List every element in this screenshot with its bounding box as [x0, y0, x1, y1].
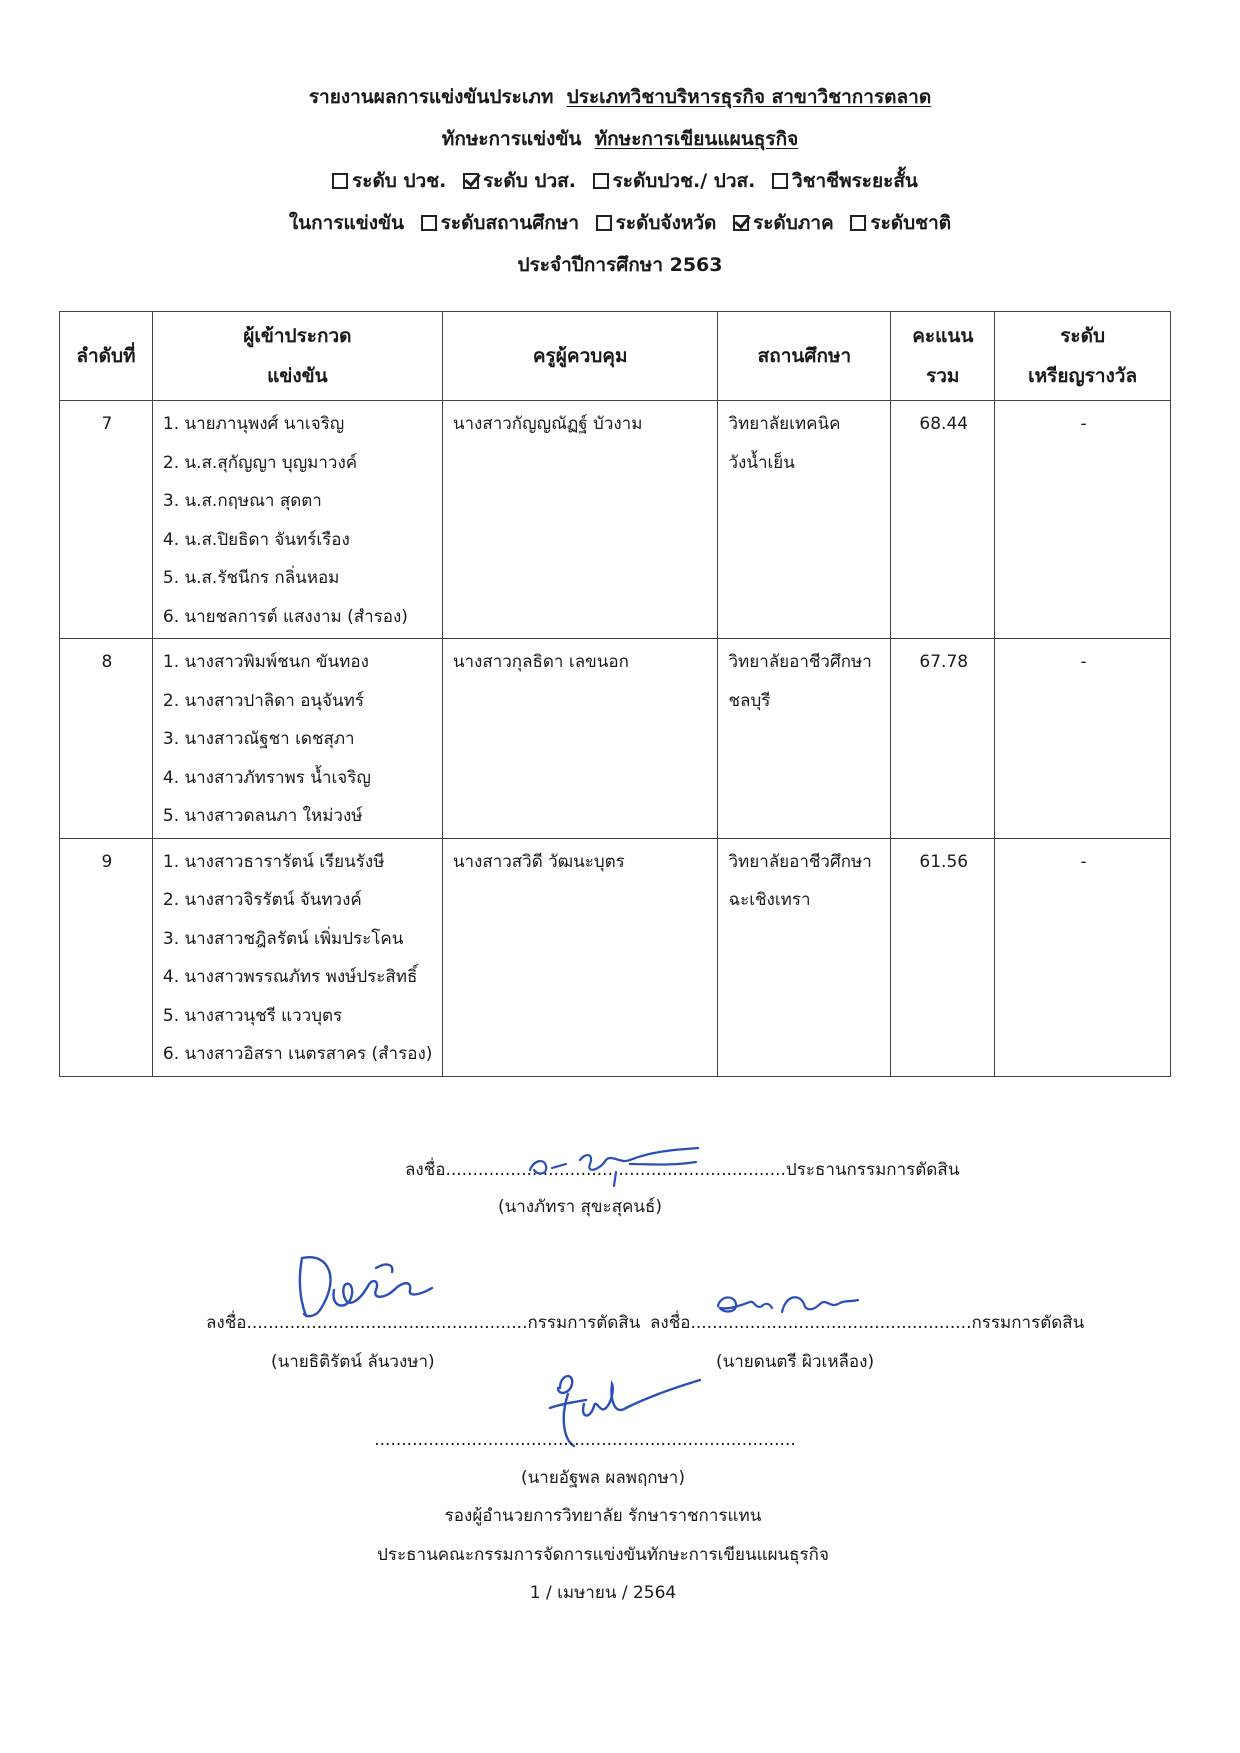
member-name: 3. นางสาวณัฐชา เดชสุภา [162, 729, 355, 749]
medal-level: - [995, 639, 1171, 839]
school-name [718, 639, 891, 839]
school-name-line1: วิทยาลัยเทคนิค [728, 414, 841, 434]
chair-name: (นางภัทรา สุขะสุคนธ์) [497, 1197, 663, 1217]
right-role: กรรมการตัดสิน [971, 1313, 1085, 1333]
header-score-line2: รวม [926, 365, 960, 387]
school-name-line2: ชลบุรี [728, 690, 771, 711]
member-list [152, 401, 442, 639]
total-score: 67.78 [891, 639, 995, 839]
level-label-3: วิชาชีพระยะสั้น [791, 170, 918, 192]
director-name: (นายอัฐพล ผลพฤกษา) [521, 1468, 685, 1488]
member-list [152, 639, 442, 839]
report-category: ประเภทวิชาบริหารธุรกิจ สาขาวิชาการตลาด [566, 86, 932, 108]
committee-chair-title: ประธานคณะกรรมการจัดการแข่งขันทักษะการเขียนแผนธุรกิจ [377, 1545, 829, 1565]
header-contestants-line2: แข่งขัน [267, 365, 328, 387]
row-number: 8 [60, 639, 153, 839]
skill-line [0, 126, 1240, 152]
member-name: 1. นางสาวพิมพ์ชนก ขันทอง [162, 652, 369, 672]
report-title [0, 84, 1240, 110]
chair-signature [520, 1130, 710, 1190]
chair-role: ประธานกรรมการตัดสิน [785, 1160, 960, 1180]
competition-level-options [0, 210, 1240, 236]
school-name-line2: วังน้ำเย็น [728, 452, 795, 473]
member-name: 2. น.ส.สุกัญญา บุญมาวงค์ [162, 452, 358, 473]
header-school: สถานศึกษา [718, 312, 891, 401]
right-signature [710, 1288, 870, 1328]
level-options [0, 168, 1240, 194]
member-list [152, 838, 442, 1076]
level-checkbox-3 [772, 173, 788, 189]
medal-level: - [995, 838, 1171, 1076]
member-name: 2. นางสาวปาลิดา อนุจันทร์ [162, 690, 364, 711]
sign-label: ลงชื่อ [206, 1313, 247, 1333]
results-table [59, 311, 1171, 1077]
academic-year: ประจำปีการศึกษา 2563 [517, 254, 723, 276]
member-name: 1. นายภานุพงศ์ นาเจริญ [162, 414, 345, 434]
skill-value: ทักษะการเขียนแผนธุรกิจ [594, 128, 799, 150]
signature-dots: .................................................... [246, 1313, 528, 1333]
school-name-line1: วิทยาลัยอาชีวศึกษา [728, 652, 872, 672]
header-score [891, 312, 995, 401]
header-contestants [152, 312, 442, 401]
level-checkbox-2 [593, 173, 609, 189]
director-title: รองผู้อำนวยการวิทยาลัย รักษาราชการแทน [444, 1506, 762, 1526]
level-label-1: ระดับ ปวส. [482, 170, 576, 192]
table-header-row [60, 312, 1171, 401]
total-score: 68.44 [891, 401, 995, 639]
table-row [60, 401, 1171, 639]
school-name [718, 838, 891, 1076]
total-score: 61.56 [891, 838, 995, 1076]
member-name: 2. นางสาวจิรรัตน์ จันทวงค์ [162, 890, 362, 910]
left-role: กรรมการตัดสิน [527, 1313, 641, 1333]
competition-checkbox-1 [596, 215, 612, 231]
header-score-line1: คะแนน [912, 325, 974, 347]
level-label-0: ระดับ ปวช. [352, 170, 447, 192]
level-label-2: ระดับปวช./ ปวส. [612, 170, 756, 192]
header-contestants-line1: ผู้เข้าประกวด [243, 325, 352, 347]
table-row [60, 639, 1171, 839]
competition-checkbox-3 [850, 215, 866, 231]
member-name: 4. น.ส.ปิยธิดา จันทร์เรือง [162, 529, 350, 550]
level-checkbox-0 [332, 173, 348, 189]
director-signature-dots: .............................................................................. [374, 1430, 796, 1450]
report-title-prefix: รายงานผลการแข่งขันประเภท [308, 86, 554, 108]
competition-label-2: ระดับภาค [753, 212, 834, 234]
member-name: 4. นางสาวภัทราพร น้ำเจริญ [162, 767, 371, 788]
member-name: 3. นางสาวชฎิลรัตน์ เพิ่มประโคน [162, 928, 404, 949]
header-no: ลำดับที่ [60, 312, 153, 401]
sign-label: ลงชื่อ [650, 1313, 691, 1333]
row-number: 9 [60, 838, 153, 1076]
left-signature [290, 1250, 470, 1330]
member-name: 5. น.ส.รัชนีกร กลิ่นหอม [162, 568, 340, 588]
competition-label-0: ระดับสถานศึกษา [440, 212, 579, 234]
row-number: 7 [60, 401, 153, 639]
member-name: 4. นางสาวพรรณภัทร พงษ์ประสิทธิ์ [162, 967, 418, 987]
sign-label: ลงชื่อ [405, 1160, 446, 1180]
header-medal-line1: ระดับ [1060, 325, 1106, 347]
skill-prefix: ทักษะการแข่งขัน [441, 128, 582, 150]
member-name: 3. น.ส.กฤษณา สุดตา [162, 491, 322, 511]
competition-checkbox-0 [421, 215, 437, 231]
competition-prefix: ในการแข่งขัน [288, 212, 405, 234]
school-name-line1: วิทยาลัยอาชีวศึกษา [728, 851, 872, 872]
school-name [718, 401, 891, 639]
signed-date: 1 / เมษายน / 2564 [529, 1583, 677, 1603]
competition-label-3: ระดับชาติ [870, 212, 952, 234]
header-advisor: ครูผู้ควบคุม [442, 312, 718, 401]
competition-label-1: ระดับจังหวัด [615, 212, 717, 234]
header-medal-line2: เหรียญรางวัล [1028, 365, 1138, 387]
right-signer-name: (นายดนตรี ผิวเหลือง) [716, 1352, 875, 1372]
left-signer-name: (นายธิติรัตน์ ลันวงษา) [271, 1352, 435, 1372]
member-name: 1. นางสาวธารารัตน์ เรียนรังษี [162, 851, 385, 872]
signature-dots: ............................................................... [445, 1160, 786, 1180]
level-checkbox-1 [463, 173, 479, 189]
header-medal [995, 312, 1171, 401]
member-name: 6. นางสาวอิสรา เนตรสาคร (สำรอง) [162, 1044, 433, 1064]
table-row [60, 838, 1171, 1076]
member-name: 6. นายชลการต์ แสงงาม (สำรอง) [162, 606, 408, 627]
school-name-line2: ฉะเชิงเทรา [728, 890, 811, 910]
advisor-name: นางสาวกุลธิดา เลขนอก [442, 639, 718, 839]
advisor-name: นางสาวกัญญณัฏฐ์ บัวงาม [442, 401, 718, 639]
signature-dots: .................................................... [690, 1313, 972, 1333]
advisor-name: นางสาวสวิดี วัฒนะบุตร [442, 838, 718, 1076]
member-name: 5. นางสาวนุชรี แววบุตร [162, 1005, 343, 1026]
competition-checkbox-2 [733, 215, 749, 231]
member-name: 5. นางสาวดลนภา ใหม่วงษ์ [162, 806, 363, 826]
medal-level: - [995, 401, 1171, 639]
